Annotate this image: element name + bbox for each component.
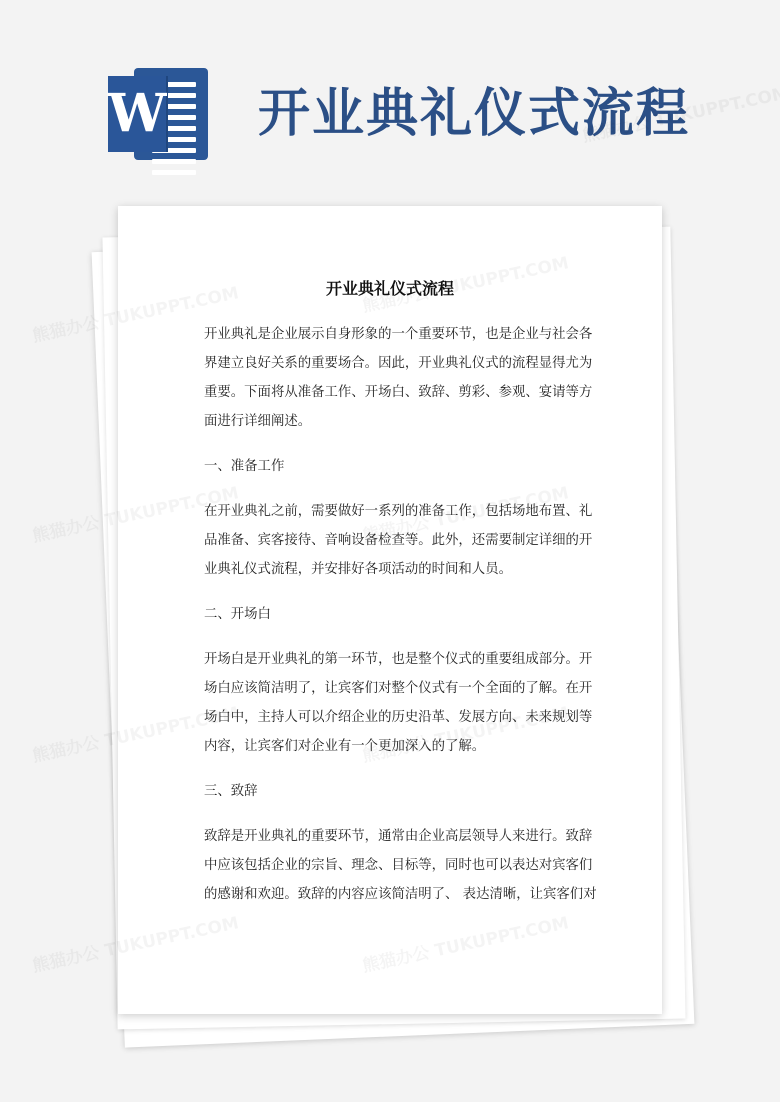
section-heading: 二、开场白	[204, 607, 271, 622]
document-title: 开业典礼仪式流程	[325, 279, 454, 298]
document-body	[204, 320, 604, 925]
intro-paragraph: 开业典礼是企业展示自身形象的一个重要环节，也是企业与社会各界建立良好关系的重要场合。因此，开业典礼仪式的流程显得尤为重要。下面将从准备工作、开场白、致辞、剪彩、参观、宴请等方面进行详细阐述。	[204, 327, 593, 429]
body-paragraph: 致辞是开业典礼的重要环节，通常由企业高层领导人来进行。致辞中应该包括企业的宗旨、理念、目标等，同时也可以表达对宾客们的感谢和欢迎。致辞的内容应该简洁明了、 表达清晰，让宾客们对	[204, 829, 597, 902]
word-logo-icon	[108, 68, 208, 160]
body-paragraph: 在开业典礼之前，需要做好一系列的准备工作，包括场地布置、礼品准备、宾客接待、音响设备检查等。此外，还需要制定详细的开业典礼仪式流程，并安排好各项活动的时间和人员。	[204, 504, 593, 577]
document-page	[118, 206, 662, 1014]
word-logo-letter: W	[108, 76, 166, 152]
section-heading: 三、致辞	[204, 784, 258, 799]
section-heading: 一、准备工作	[204, 459, 285, 474]
body-paragraph: 开场白是开业典礼的第一环节，也是整个仪式的重要组成部分。开场白应该简洁明了，让宾客们对整个仪式有一个全面的了解。在开场白中，主持人可以介绍企业的历史沿革、发展方向、未来规划等内容，让宾客们对企业有一个更加深入的了解。	[204, 652, 593, 754]
banner-title: 开业典礼仪式流程	[258, 83, 691, 144]
